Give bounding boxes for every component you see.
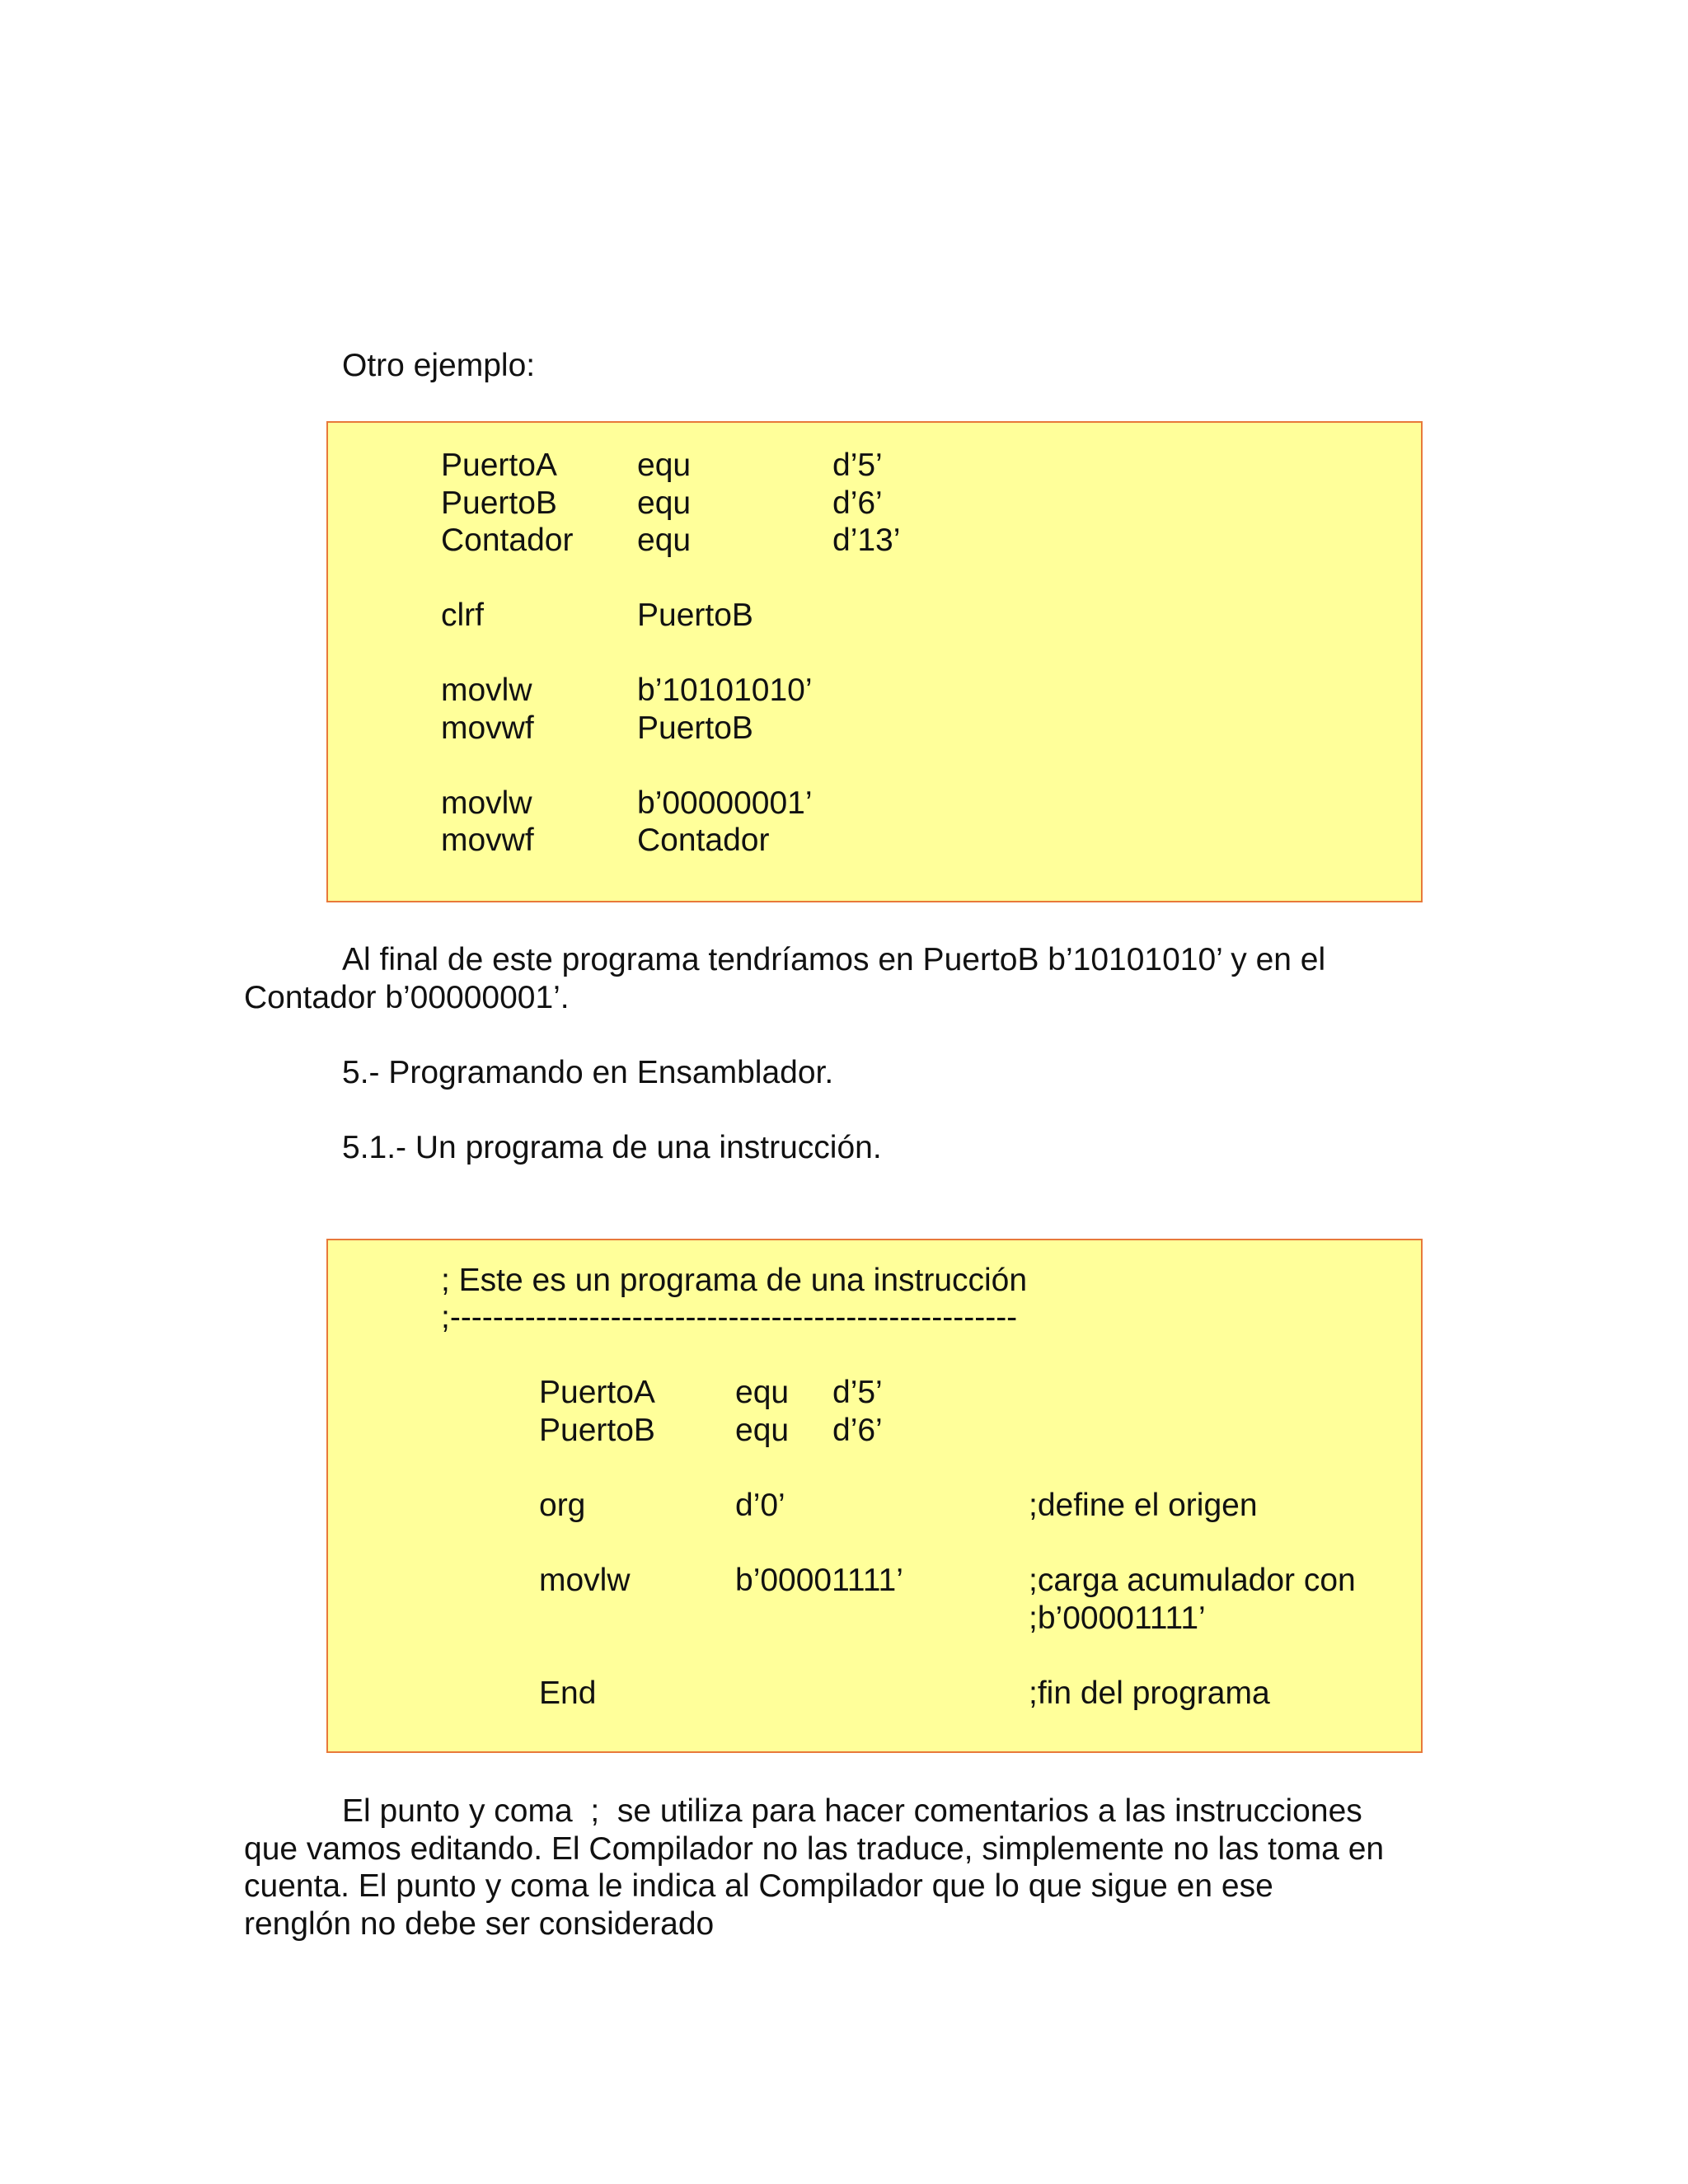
section-heading-5: 5.- Programando en Ensamblador. [342,1055,834,1090]
code-comment-divider: ;----------------------------------------------------- [441,1300,1018,1335]
code-cell: Contador [637,823,770,858]
paragraph-2-line-4: renglón no debe ser considerado [244,1906,715,1942]
code-cell: equ [637,485,692,521]
code-cell: equ [735,1375,790,1410]
code-cell: equ [637,523,692,558]
code-cell: PuertoB [637,710,753,746]
code-cell: movwf [441,710,534,746]
code-comment: ; Este es un programa de una instrucción [441,1263,1028,1298]
code-cell: b’00001111’ [735,1563,903,1598]
code-cell: movlw [441,785,532,821]
code-cell: b’00000001’ [637,785,813,821]
code-cell: d’13’ [832,523,901,558]
paragraph-2-line-1: El punto y coma ; se utiliza para hacer comentarios a las instrucciones [342,1793,1362,1829]
code-cell: End [539,1675,597,1711]
section-heading-5-1: 5.1.- Un programa de una instrucción. [342,1130,882,1165]
paragraph-1-line-1: Al final de este programa tendríamos en PuertoB b’10101010’ y en el [342,942,1326,977]
code-comment: ;define el origen [1029,1488,1258,1523]
code-cell: equ [735,1413,790,1448]
code-cell: movlw [441,673,532,708]
paragraph-2-line-2: que vamos editando. El Compilador no las traduce, simplemente no las toma en [244,1831,1385,1867]
code-box-1 [326,421,1423,902]
code-box-2 [326,1239,1423,1753]
paragraph-2-line-3: cuenta. El punto y coma le indica al Compilador que lo que sigue en ese [244,1868,1273,1904]
paragraph-1-line-2: Contador b’00000001’. [244,980,570,1015]
code-comment: ;fin del programa [1029,1675,1270,1711]
code-cell: d’5’ [832,448,883,483]
code-cell: d’6’ [832,1413,883,1448]
code-cell: d’0’ [735,1488,785,1523]
code-cell: equ [637,448,692,483]
heading-otro-ejemplo: Otro ejemplo: [342,348,536,383]
code-cell: d’6’ [832,485,883,521]
code-cell: PuertoA [539,1375,655,1410]
code-cell: clrf [441,598,484,633]
code-cell: PuertoA [441,448,557,483]
code-comment: ;b’00001111’ [1029,1601,1206,1636]
code-cell: org [539,1488,586,1523]
code-cell: Contador [441,523,574,558]
code-cell: movwf [441,823,534,858]
code-cell: PuertoB [441,485,557,521]
code-cell: PuertoB [539,1413,655,1448]
code-cell: PuertoB [637,598,753,633]
code-cell: d’5’ [832,1375,883,1410]
code-comment: ;carga acumulador con [1029,1563,1356,1598]
code-cell: movlw [539,1563,631,1598]
code-cell: b’10101010’ [637,673,813,708]
